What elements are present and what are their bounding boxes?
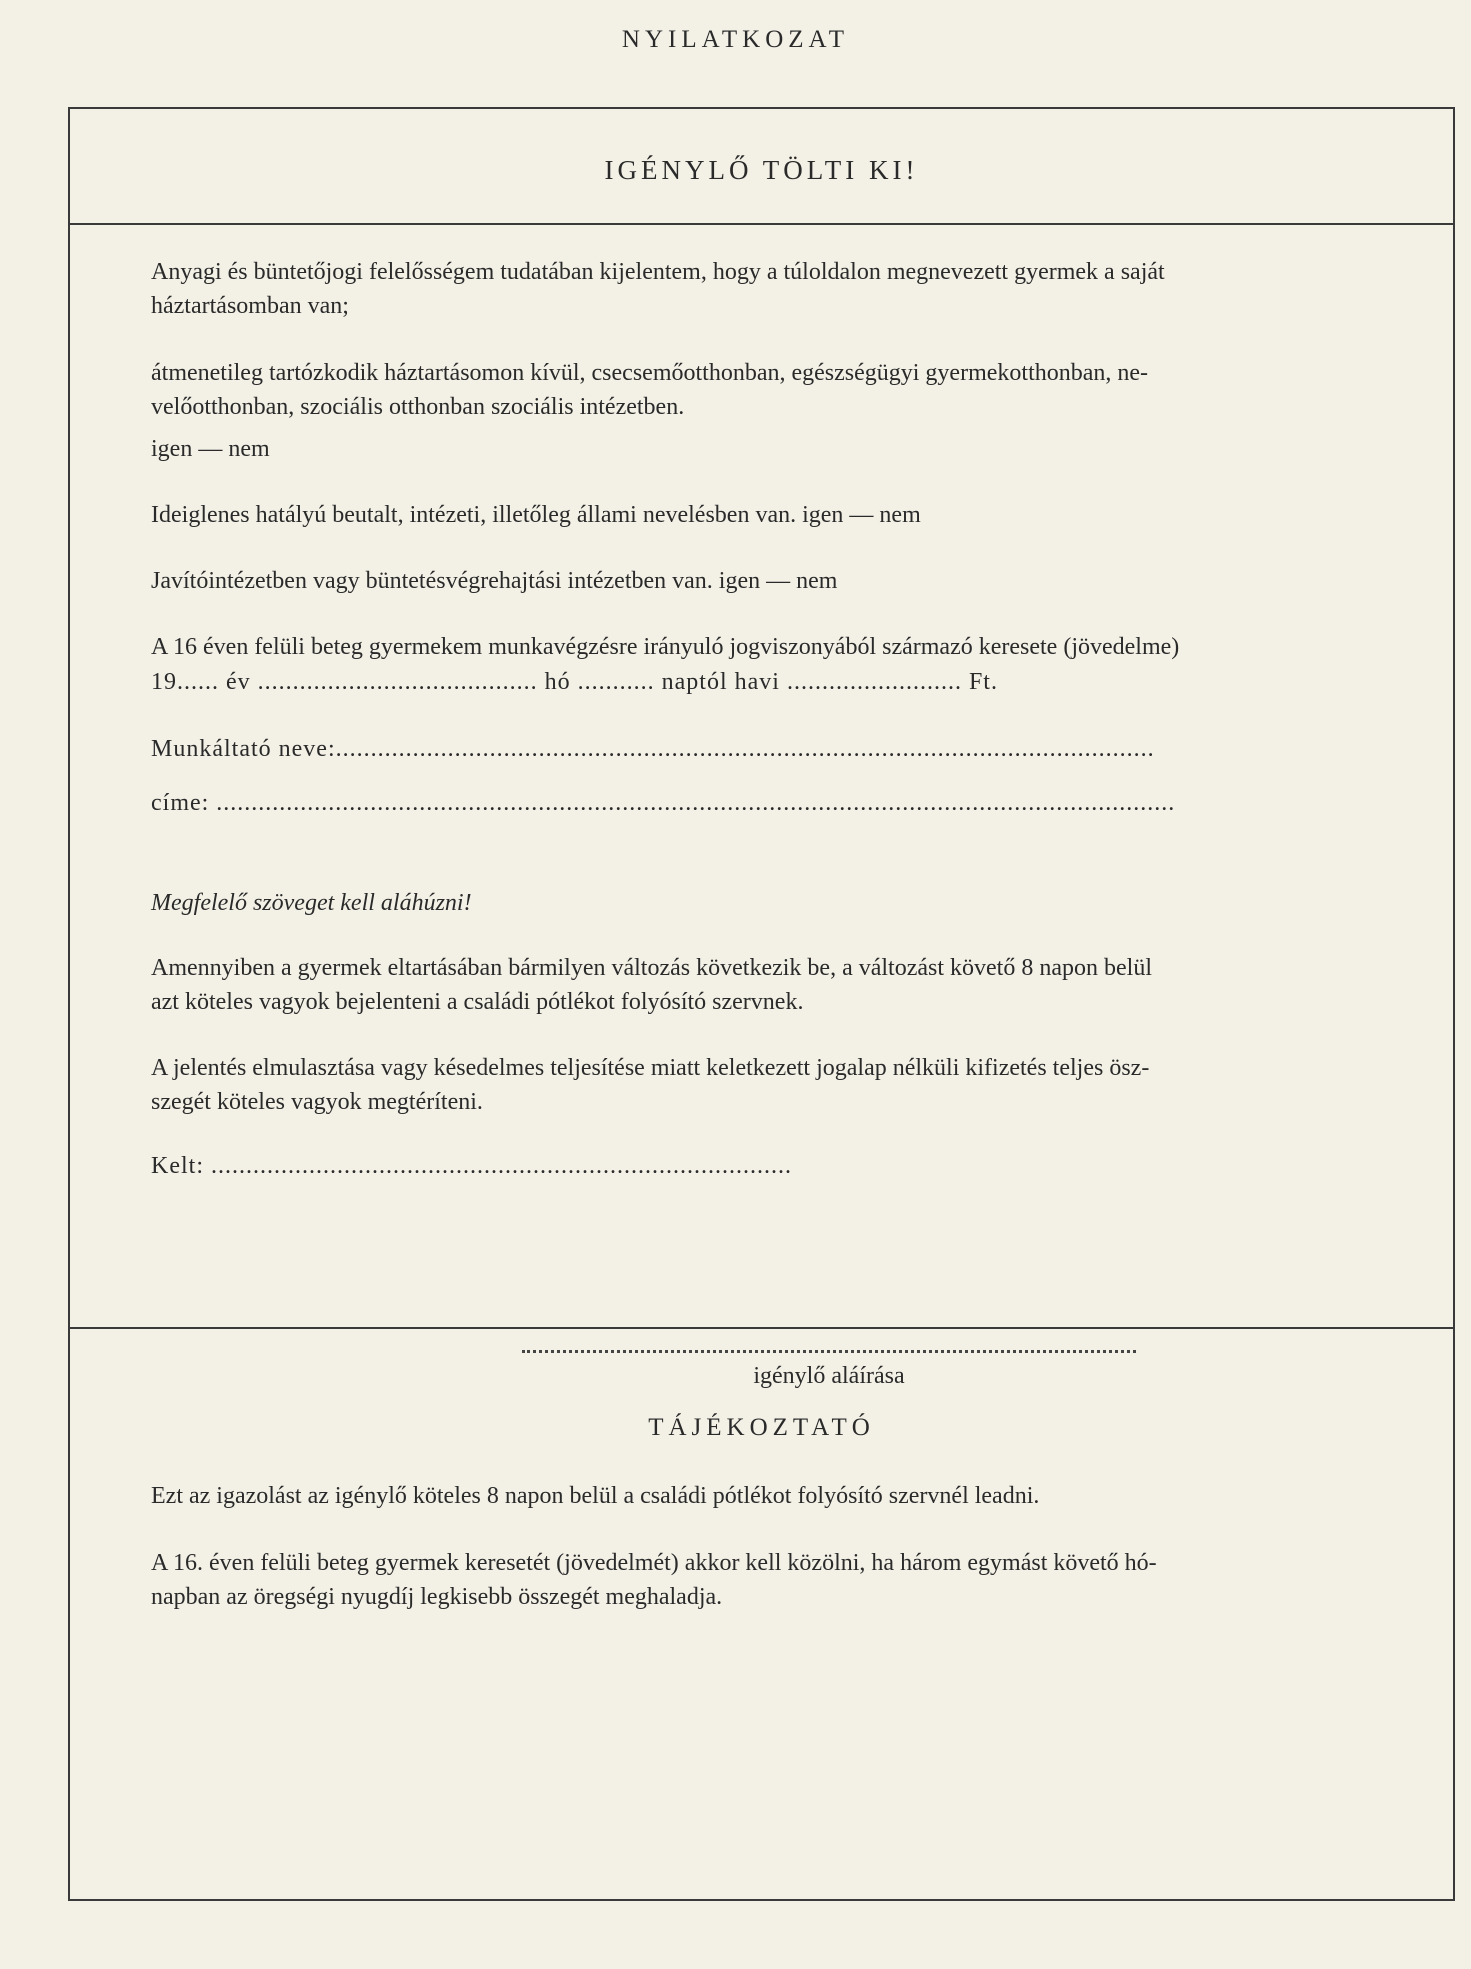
temporary-residence-answer[interactable]: igen — nem [151,436,270,462]
correctional-facility-statement[interactable]: Javítóintézetben vagy büntetésvégrehajtási intézetben van. igen — nem [151,568,838,594]
info-text-2-line1: A 16. éven felüli beteg gyermek keresetét (jövedelmét) akkor kell közölni, ha három egymást követő hó- [151,1550,1157,1576]
info-text-2-line2: napban az öregségi nyugdíj legkisebb összegét meghaladja. [151,1584,723,1610]
employer-name-field[interactable]: Munkáltató neve:..................................................................................................................... [151,736,1155,762]
declaration-form [68,107,1455,1901]
income-statement-line2[interactable]: 19...... év ........................................ hó ........... naptól havi ......................... Ft. [151,669,998,695]
repayment-notice-line1: A jelentés elmulasztása vagy késedelmes teljesítése miatt keletkezett jogalap nélküli kifizetés teljes ösz- [151,1055,1150,1081]
section-divider [70,1327,1453,1329]
repayment-notice-line2: szegét köteles vagyok megtéríteni. [151,1089,483,1115]
form-header-title: IGÉNYLŐ TÖLTI KI! [604,155,919,185]
document-title: NYILATKOZAT [621,26,850,53]
liability-statement-line2: háztartásomban van; [151,293,349,319]
liability-statement-line1: Anyagi és büntetőjogi felelősségem tudatában kijelentem, hogy a túloldalon megnevezett gyermek a saját [151,259,1165,285]
employer-address-field[interactable]: címe: ......................................................................................................................................... [151,790,1176,816]
underline-instruction: Megfelelő szöveget kell aláhúzni! [151,890,472,916]
change-notice-line2: azt köteles vagyok bejelenteni a családi pótlékot folyósító szervnek. [151,989,804,1015]
state-care-statement[interactable]: Ideiglenes hatályú beutalt, intézeti, illetőleg állami nevelésben van. igen — nem [151,502,921,528]
form-header [70,109,1453,225]
signature-line[interactable] [522,1350,1136,1353]
temporary-residence-line2: velőotthonban, szociális otthonban szociális intézetben. [151,394,685,420]
date-field[interactable]: Kelt: ................................................................................... [151,1153,792,1179]
info-title: TÁJÉKOZTATÓ [648,1414,875,1441]
change-notice-line1: Amennyiben a gyermek eltartásában bármilyen változás következik be, a változást követő 8 napon belül [151,955,1152,981]
signature-label: igénylő aláírása [753,1363,905,1389]
temporary-residence-line1: átmenetileg tartózkodik háztartásomon kívül, csecsemőotthonban, egészségügyi gyermekotthonban, ne- [151,360,1149,386]
info-text-1: Ezt az igazolást az igénylő köteles 8 napon belül a családi pótlékot folyósító szervnél leadni. [151,1483,1040,1509]
income-statement-line1: A 16 éven felüli beteg gyermekem munkavégzésre irányuló jogviszonyából származó keresete (jövedelme) [151,634,1180,660]
